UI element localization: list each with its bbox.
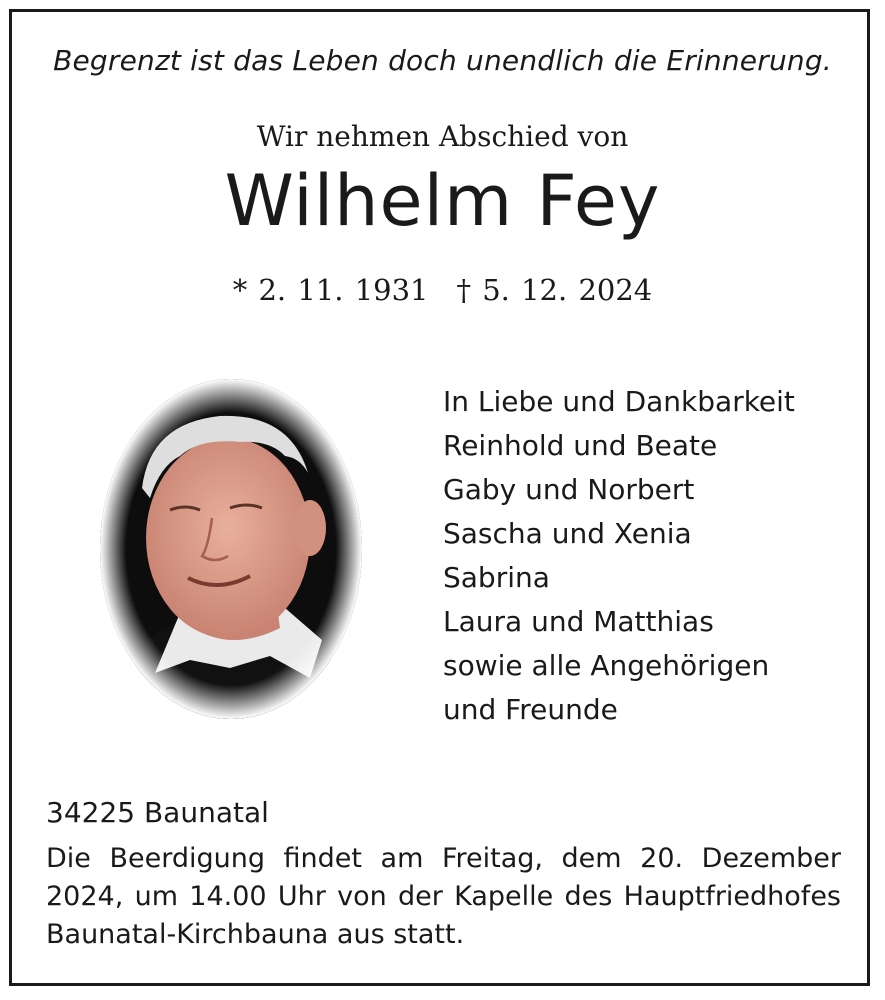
mourner-line: Gaby und Norbert [443, 473, 695, 506]
birth-date: * 2. 11. 1931 [232, 273, 429, 307]
mourner-line: Sascha und Xenia [443, 517, 692, 550]
life-dates [0, 273, 885, 307]
intro-text: Wir nehmen Abschied von [256, 120, 629, 153]
mourner-line: Sabrina [443, 561, 550, 594]
funeral-line: Die Beerdigung findet am Freitag, dem 20. Dezember [46, 843, 841, 874]
mourner-line: und Freunde [443, 693, 618, 726]
mourners-list [443, 380, 863, 732]
place-location: 34225 Baunatal [46, 796, 269, 829]
portrait-photo [100, 378, 363, 720]
mourner-line: sowie alle Angehörigen [443, 649, 770, 682]
funeral-details [46, 840, 841, 954]
mourner-line: Reinhold und Beate [443, 429, 718, 462]
funeral-line: 2024, um 14.00 Uhr von der Kapelle des Hauptfriedhofes [46, 881, 841, 912]
death-date: † 5. 12. 2024 [456, 273, 653, 307]
deceased-name: Wilhelm Fey [224, 160, 661, 242]
mourner-line: In Liebe und Dankbarkeit [443, 385, 795, 418]
mourner-line: Laura und Matthias [443, 605, 714, 638]
funeral-line: Baunatal-Kirchbauna aus statt. [46, 919, 465, 950]
motto-quote: Begrenzt ist das Leben doch unendlich die Erinnerung. [53, 44, 832, 77]
